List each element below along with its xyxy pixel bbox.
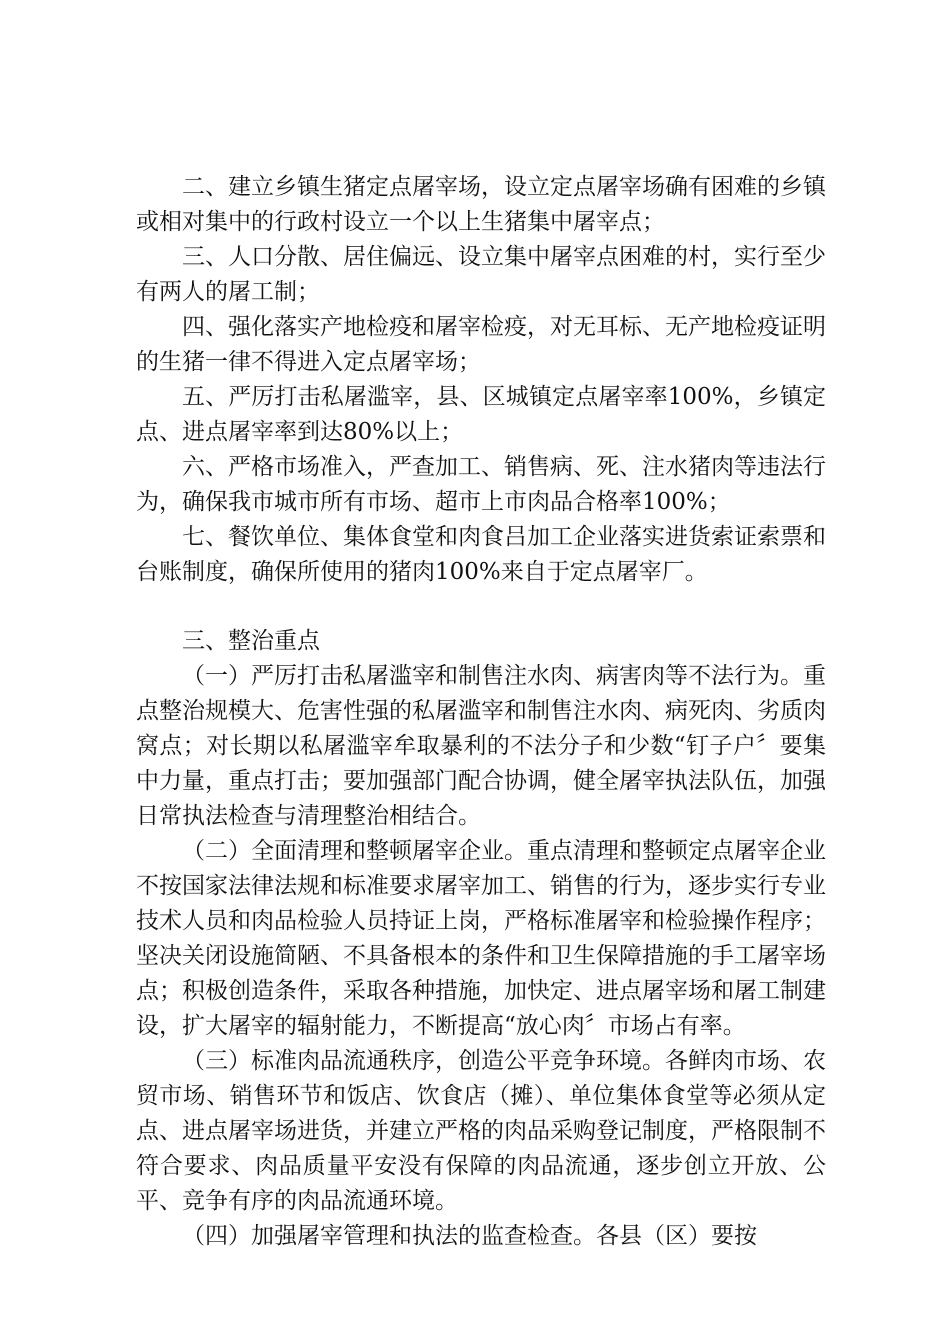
paragraph-key-point-4: （四）加强屠宰管理和执法的监查检查。各县（区）要按 [182,1223,757,1249]
section-heading-key-points: 三、整治重点 [182,628,320,654]
paragraph-7-catering-units: 七、餐饮单位、集体食堂和肉食吕加工企业落实进货索证索票和台账制度，确保所使用的猪肉100%来自于定点屠宰厂。 [136,524,826,585]
paragraph-key-point-3: （三）标准肉品流通秩序，创造公平竞争环境。各鲜肉市场、农贸市场、销售环节和饭店、饮食店（摊）、单位集体食堂等必须从定点、进点屠宰场进货，并建立严格的肉品采购登记制度，严格限制不符合要求、肉品质量平安没有保障的肉品流通，逐步创立开放、公平、竞争有序的肉品流通环境。 [136,1048,826,1214]
paragraph-key-point-2: （二）全面清理和整顿屠宰企业。重点清理和整顿定点屠宰企业不按国家法律法规和标准要求屠宰加工、销售的行为，逐步实行专业技术人员和肉品检验人员持证上岗，严格标准屠宰和检验操作程序；坚决关闭设施简陋、不具备根本的条件和卫生保障措施的手工屠宰场点；积极创造条件，采取各种措施，加快定、进点屠宰场和屠工制建设，扩大屠宰的辐射能力，不断提高“放心肉〞市场占有率。 [136,838,826,1039]
paragraph-3-remote-villages: 三、人口分散、居住偏远、设立集中屠宰点困难的村，实行至少有两人的屠工制； [136,244,826,305]
paragraph-2-township-slaughterhouse: 二、建立乡镇生猪定点屠宰场，设立定点屠宰场确有困难的乡镇或相对集中的行政村设立一个以上生猪集中屠宰点； [136,174,826,235]
paragraph-5-illegal-slaughter: 五、严厉打击私屠滥宰，县、区城镇定点屠宰率100%，乡镇定点、进点屠宰率到达80%以上； [136,384,826,445]
paragraph-key-point-1: （一）严厉打击私屠滥宰和制售注水肉、病害肉等不法行为。重点整治规模大、危害性强的私屠滥宰和制售注水肉、病死肉、劣质肉窝点；对长期以私屠滥宰牟取暴利的不法分子和少数“钉子户〞要集中力量，重点打击；要加强部门配合协调，健全屠宰执法队伍，加强日常执法检查与清理整治相结合。 [136,663,826,829]
document-body [136,170,826,1254]
paragraph-4-quarantine: 四、强化落实产地检疫和屠宰检疫，对无耳标、无产地检疫证明的生猪一律不得进入定点屠宰场； [136,314,826,375]
paragraph-6-market-access: 六、严格市场准入，严查加工、销售病、死、注水猪肉等违法行为，确保我市城市所有市场、超市上市肉品合格率100%； [136,454,826,515]
section-spacer [136,590,826,624]
